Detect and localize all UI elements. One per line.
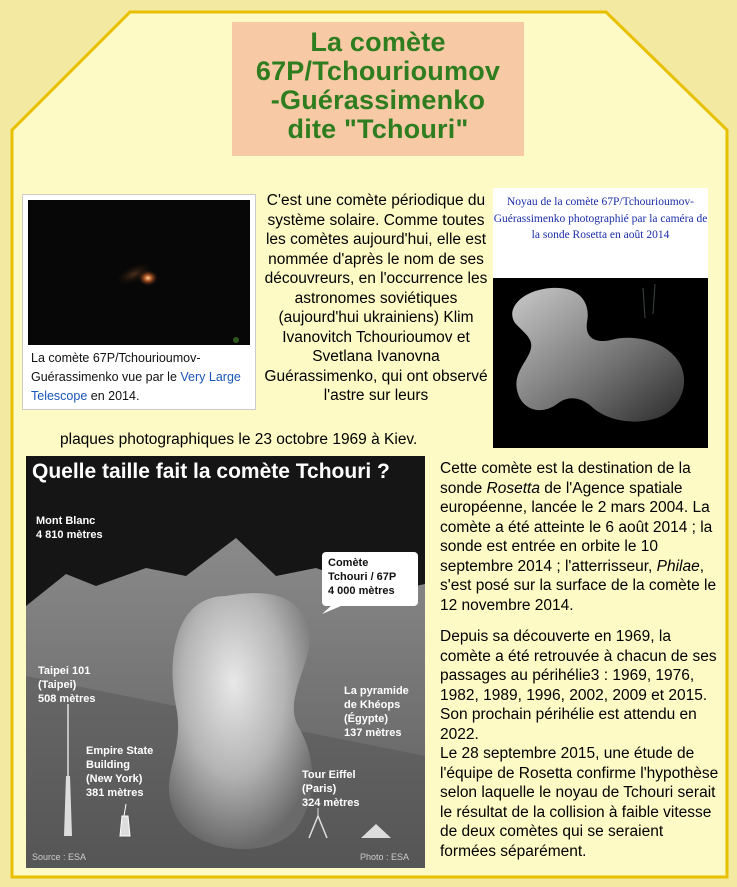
empire-state-label [86,744,153,800]
very-large-telescope-link[interactable]: Very Large Telescope [31,370,241,403]
intro-text: C'est une comète périodique du système solaire. Comme toutes les comètes aujourd'hui, elle est nommée d'après le nom de ses découvreurs, en l'occurrence les astronomes soviétiques (aujourd'hui ukrainiens) Klim Ivanovitch Tchourioumov et Svetlana Ivanovna Guérassimenko, qui ont observé l'astre sur leurs [264,192,488,404]
text-run: Rosetta [486,479,540,497]
article-text [440,459,722,861]
text-run: Cette comète est la destination de la sonde [440,460,691,497]
paragraph-perihelion [440,627,722,861]
pyramid-label [344,684,409,740]
label-line: 381 mètres [86,787,144,799]
label-line: Tour Eiffel [302,769,356,781]
text-run: , s'est posé sur la surface de la comète le 12 novembre 2014. [440,557,717,614]
infographic-title: Quelle taille fait la comète Tchouri ? [32,460,390,483]
text-run: Philae [656,557,700,575]
mont-blanc-label [36,514,103,542]
label-line: 4 000 mètres [328,585,395,597]
title-line: La comète [310,27,446,57]
label-line: (New York) [86,773,143,785]
label-line: 4 810 mètres [36,529,103,541]
label-line: 137 mètres [344,727,402,739]
label-line: 324 mètres [302,797,360,809]
taipei-label [38,664,96,706]
nucleus-caption: Noyau de la comète 67P/Tchourioumov-Guérassimenko photographié par la caméra de la sonde Rosetta en août 2014 [493,188,708,278]
caption-text: en 2014. [87,389,140,403]
label-line: Taipei 101 [38,665,91,677]
caption-text: La comète 67P/Tchourioumov-Guérassimenko vue par le [31,351,201,384]
label-line: Mont Blanc [36,515,96,527]
source-label: Source : ESA [32,852,87,862]
label-line: 508 mètres [38,693,96,705]
comet-nucleus-photo [493,278,708,448]
label-line: Tchouri / 67P [328,571,397,583]
eiffel-label [302,768,360,810]
label-line: (Paris) [302,783,337,795]
label-line: (Taipei) [38,679,77,691]
photo-credit: Photo : ESA [360,852,410,862]
label-line: Empire State [86,745,154,757]
comet-size-infographic [26,456,425,868]
label-line: Comète [328,557,369,569]
title-line: dite "Tchouri" [287,114,469,144]
text-run: Le 28 septembre 2015, une étude de l'équipe de Rosetta confirme l'hypothèse selon laquelle le noyau de Tchouri serait le résultat de la collision à faible vitesse de deux comètes qui se seraient formées séparément. [440,745,719,860]
page-title [232,22,524,144]
label-line: (Égypte) [344,713,388,725]
label-line: de Khéops [344,699,401,711]
comet-telescope-caption [31,349,253,406]
title-box [232,22,524,156]
label-line: Building [86,759,130,771]
text-run: Depuis sa découverte en 1969, la comète a été retrouvée à chacun de ses passages au périhélie3 : 1969, 1976, 1982, 1989, 1996, 2002, 2009 et 2015. Son prochain périhélie est attendu en 2022. [440,628,717,743]
comet-telescope-figure [22,194,256,410]
paragraph-mission [440,459,722,615]
label-line: La pyramide [344,685,409,697]
title-line: -Guérassimenko [270,85,486,115]
nucleus-figure [493,188,708,448]
title-line: 67P/Tchourioumov [255,56,501,86]
comet-telescope-photo [28,200,250,345]
intro-text-end: plaques photographiques le 23 octobre 1969 à Kiev. [60,431,418,448]
comet-label [328,556,396,598]
text-run: de l'Agence spatiale européenne, lancée le 2 mars 2004. La comète a été atteinte le 6 août 2014 ; la sonde est entrée en orbite le 10 septembre 2014 ; l'atterrisseur, [440,479,713,575]
